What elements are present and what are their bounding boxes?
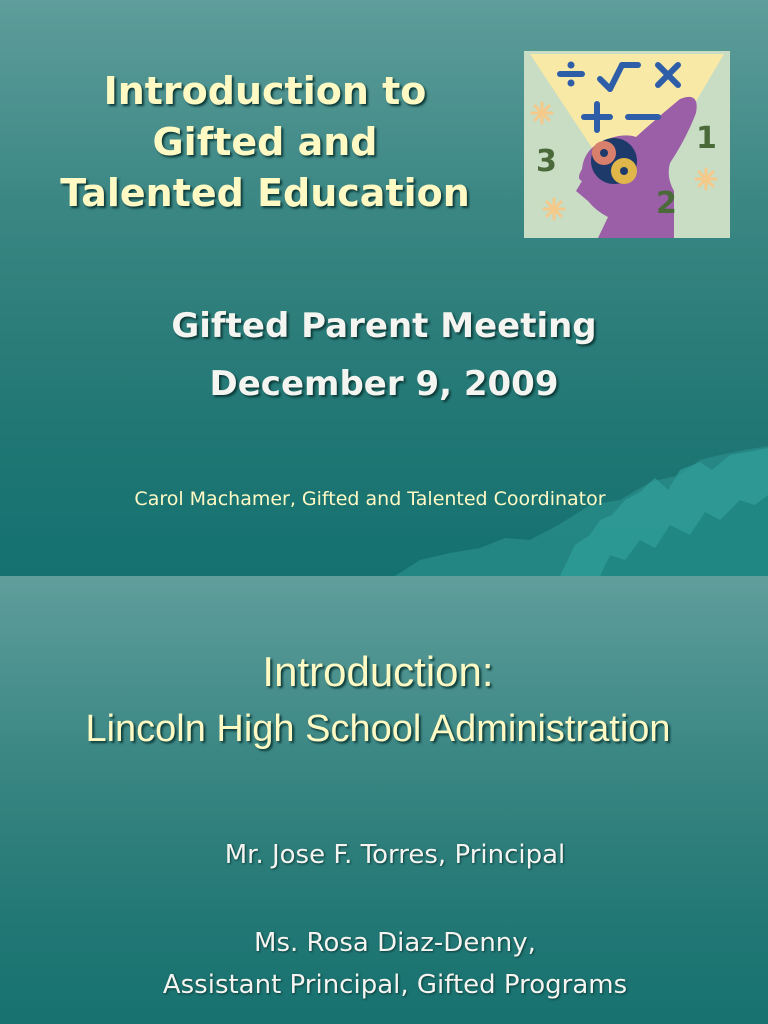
presenter-credit: Carol Machamer, Gifted and Talented Coordinator	[134, 488, 606, 510]
slide-2-subheading: Lincoln High School Administration	[85, 708, 671, 750]
principal-name: Mr. Jose F. Torres, Principal	[224, 840, 566, 870]
meeting-name: Gifted Parent Meeting	[171, 306, 597, 346]
svg-text:3: 3	[536, 144, 557, 179]
slide-title	[20, 66, 510, 219]
assistant-principal-title: Assistant Principal, Gifted Programs	[162, 970, 628, 1000]
slide-2-heading: Introduction:	[262, 648, 494, 695]
title-line: Talented Education	[60, 171, 470, 215]
svg-text:2: 2	[656, 186, 677, 221]
assistant-principal-name: Ms. Rosa Diaz-Denny,	[254, 928, 536, 958]
svg-text:1: 1	[696, 121, 717, 156]
meeting-date: December 9, 2009	[209, 364, 559, 404]
title-line: Gifted and	[152, 120, 378, 164]
math-head-clipart-icon	[524, 51, 730, 238]
title-line: Introduction to	[103, 69, 427, 113]
